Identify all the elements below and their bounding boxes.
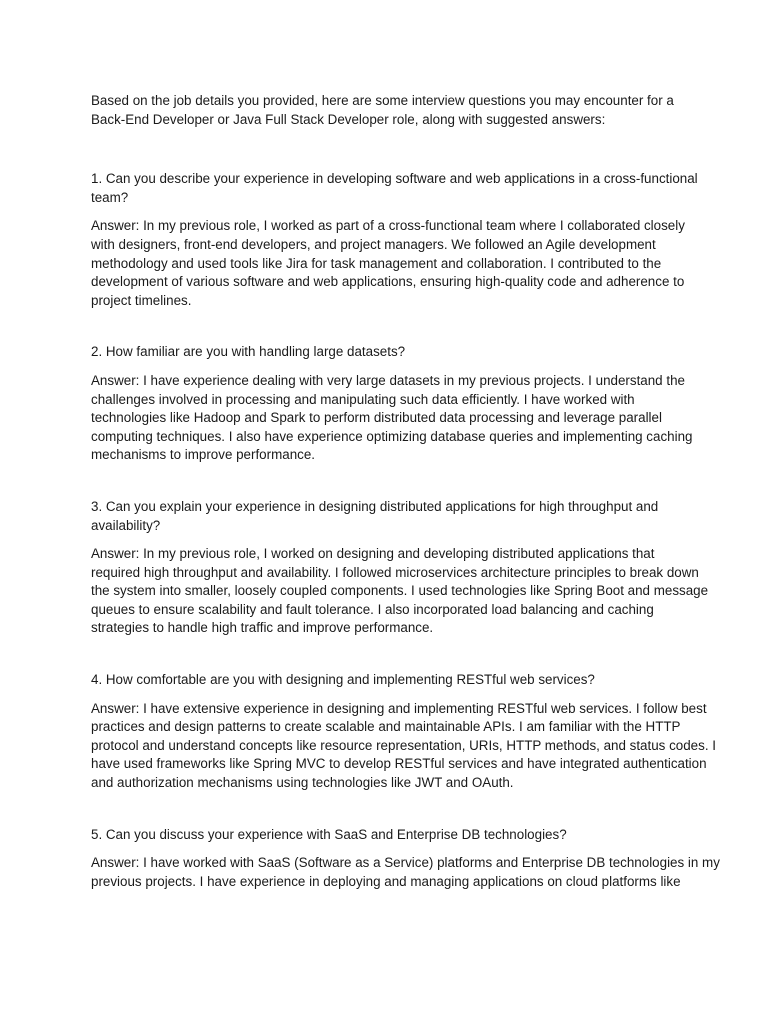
text-line: previous projects. I have experience in deploying and managing applications on cloud platforms like bbox=[91, 873, 681, 889]
question bbox=[91, 826, 751, 845]
qa-item bbox=[91, 498, 751, 638]
qa-item bbox=[91, 170, 751, 310]
qa-item bbox=[91, 671, 751, 793]
text-line: Answer: I have worked with SaaS (Software as a Service) platforms and Enterprise DB technologies in my bbox=[91, 855, 720, 871]
question bbox=[91, 170, 751, 207]
text-line: methodology and used tools like Jira for task management and collaboration. I contributed to the bbox=[91, 255, 662, 271]
text-line: mechanisms to improve performance. bbox=[91, 447, 316, 463]
text-line: Answer: I have extensive experience in designing and implementing RESTful web services. I follow best bbox=[91, 700, 707, 716]
text-line: queues to ensure scalability and fault tolerance. I also incorporated load balancing and caching bbox=[91, 601, 654, 617]
qa-item bbox=[91, 826, 751, 892]
text-line: Answer: In my previous role, I worked on designing and developing distributed applications that bbox=[91, 546, 655, 562]
text-line: team? bbox=[91, 189, 129, 205]
text-line: with designers, front-end developers, and project managers. We followed an Agile development bbox=[91, 236, 656, 252]
text-line: availability? bbox=[91, 517, 161, 533]
intro-paragraph bbox=[91, 92, 751, 129]
answer bbox=[91, 217, 751, 310]
text-line: the system into smaller, loosely coupled components. I used technologies like Spring Boot and message bbox=[91, 583, 709, 599]
text-line: computing techniques. I also have experience optimizing database queries and implementing caching bbox=[91, 428, 693, 444]
answer bbox=[91, 854, 751, 891]
text-line: Back-End Developer or Java Full Stack Developer role, along with suggested answers: bbox=[91, 111, 606, 127]
answer bbox=[91, 700, 751, 793]
text-line: 4. How comfortable are you with designing and implementing RESTful web services? bbox=[91, 672, 595, 688]
text-line: have used frameworks like Spring MVC to develop RESTful services and have integrated authentication bbox=[91, 756, 707, 772]
text-line: Answer: I have experience dealing with very large datasets in my previous projects. I understand the bbox=[91, 372, 685, 388]
document-page bbox=[91, 92, 751, 891]
text-line: and authorization mechanisms using technologies like JWT and OAuth. bbox=[91, 775, 514, 791]
text-line: 3. Can you explain your experience in designing distributed applications for high throughput and bbox=[91, 498, 659, 514]
qa-item bbox=[91, 343, 751, 465]
text-line: technologies like Hadoop and Spark to perform distributed data processing and leverage parallel bbox=[91, 410, 662, 426]
question bbox=[91, 671, 751, 690]
text-line: protocol and understand concepts like resource representation, URIs, HTTP methods, and status codes. I bbox=[91, 737, 716, 753]
text-line: 2. How familiar are you with handling large datasets? bbox=[91, 344, 406, 360]
question bbox=[91, 498, 751, 535]
text-line: Based on the job details you provided, here are some interview questions you may encounter for a bbox=[91, 93, 674, 108]
text-line: strategies to handle high traffic and improve performance. bbox=[91, 620, 434, 636]
question bbox=[91, 343, 751, 362]
text-line: required high throughput and availability. I followed microservices architecture principles to break down bbox=[91, 564, 699, 580]
text-line: 1. Can you describe your experience in developing software and web applications in a cross-functional bbox=[91, 171, 698, 187]
text-line: challenges involved in processing and manipulating such data efficiently. I have worked with bbox=[91, 391, 635, 407]
answer bbox=[91, 372, 751, 465]
text-line: development of various software and web applications, ensuring high-quality code and adherence to bbox=[91, 274, 685, 290]
qa-list bbox=[91, 170, 751, 891]
text-line: project timelines. bbox=[91, 292, 192, 308]
text-line: 5. Can you discuss your experience with SaaS and Enterprise DB technologies? bbox=[91, 826, 567, 842]
answer bbox=[91, 545, 751, 638]
text-line: Answer: In my previous role, I worked as part of a cross-functional team where I collaborated closely bbox=[91, 218, 685, 234]
text-line: practices and design patterns to create scalable and maintainable APIs. I am familiar with the HTTP bbox=[91, 719, 681, 735]
